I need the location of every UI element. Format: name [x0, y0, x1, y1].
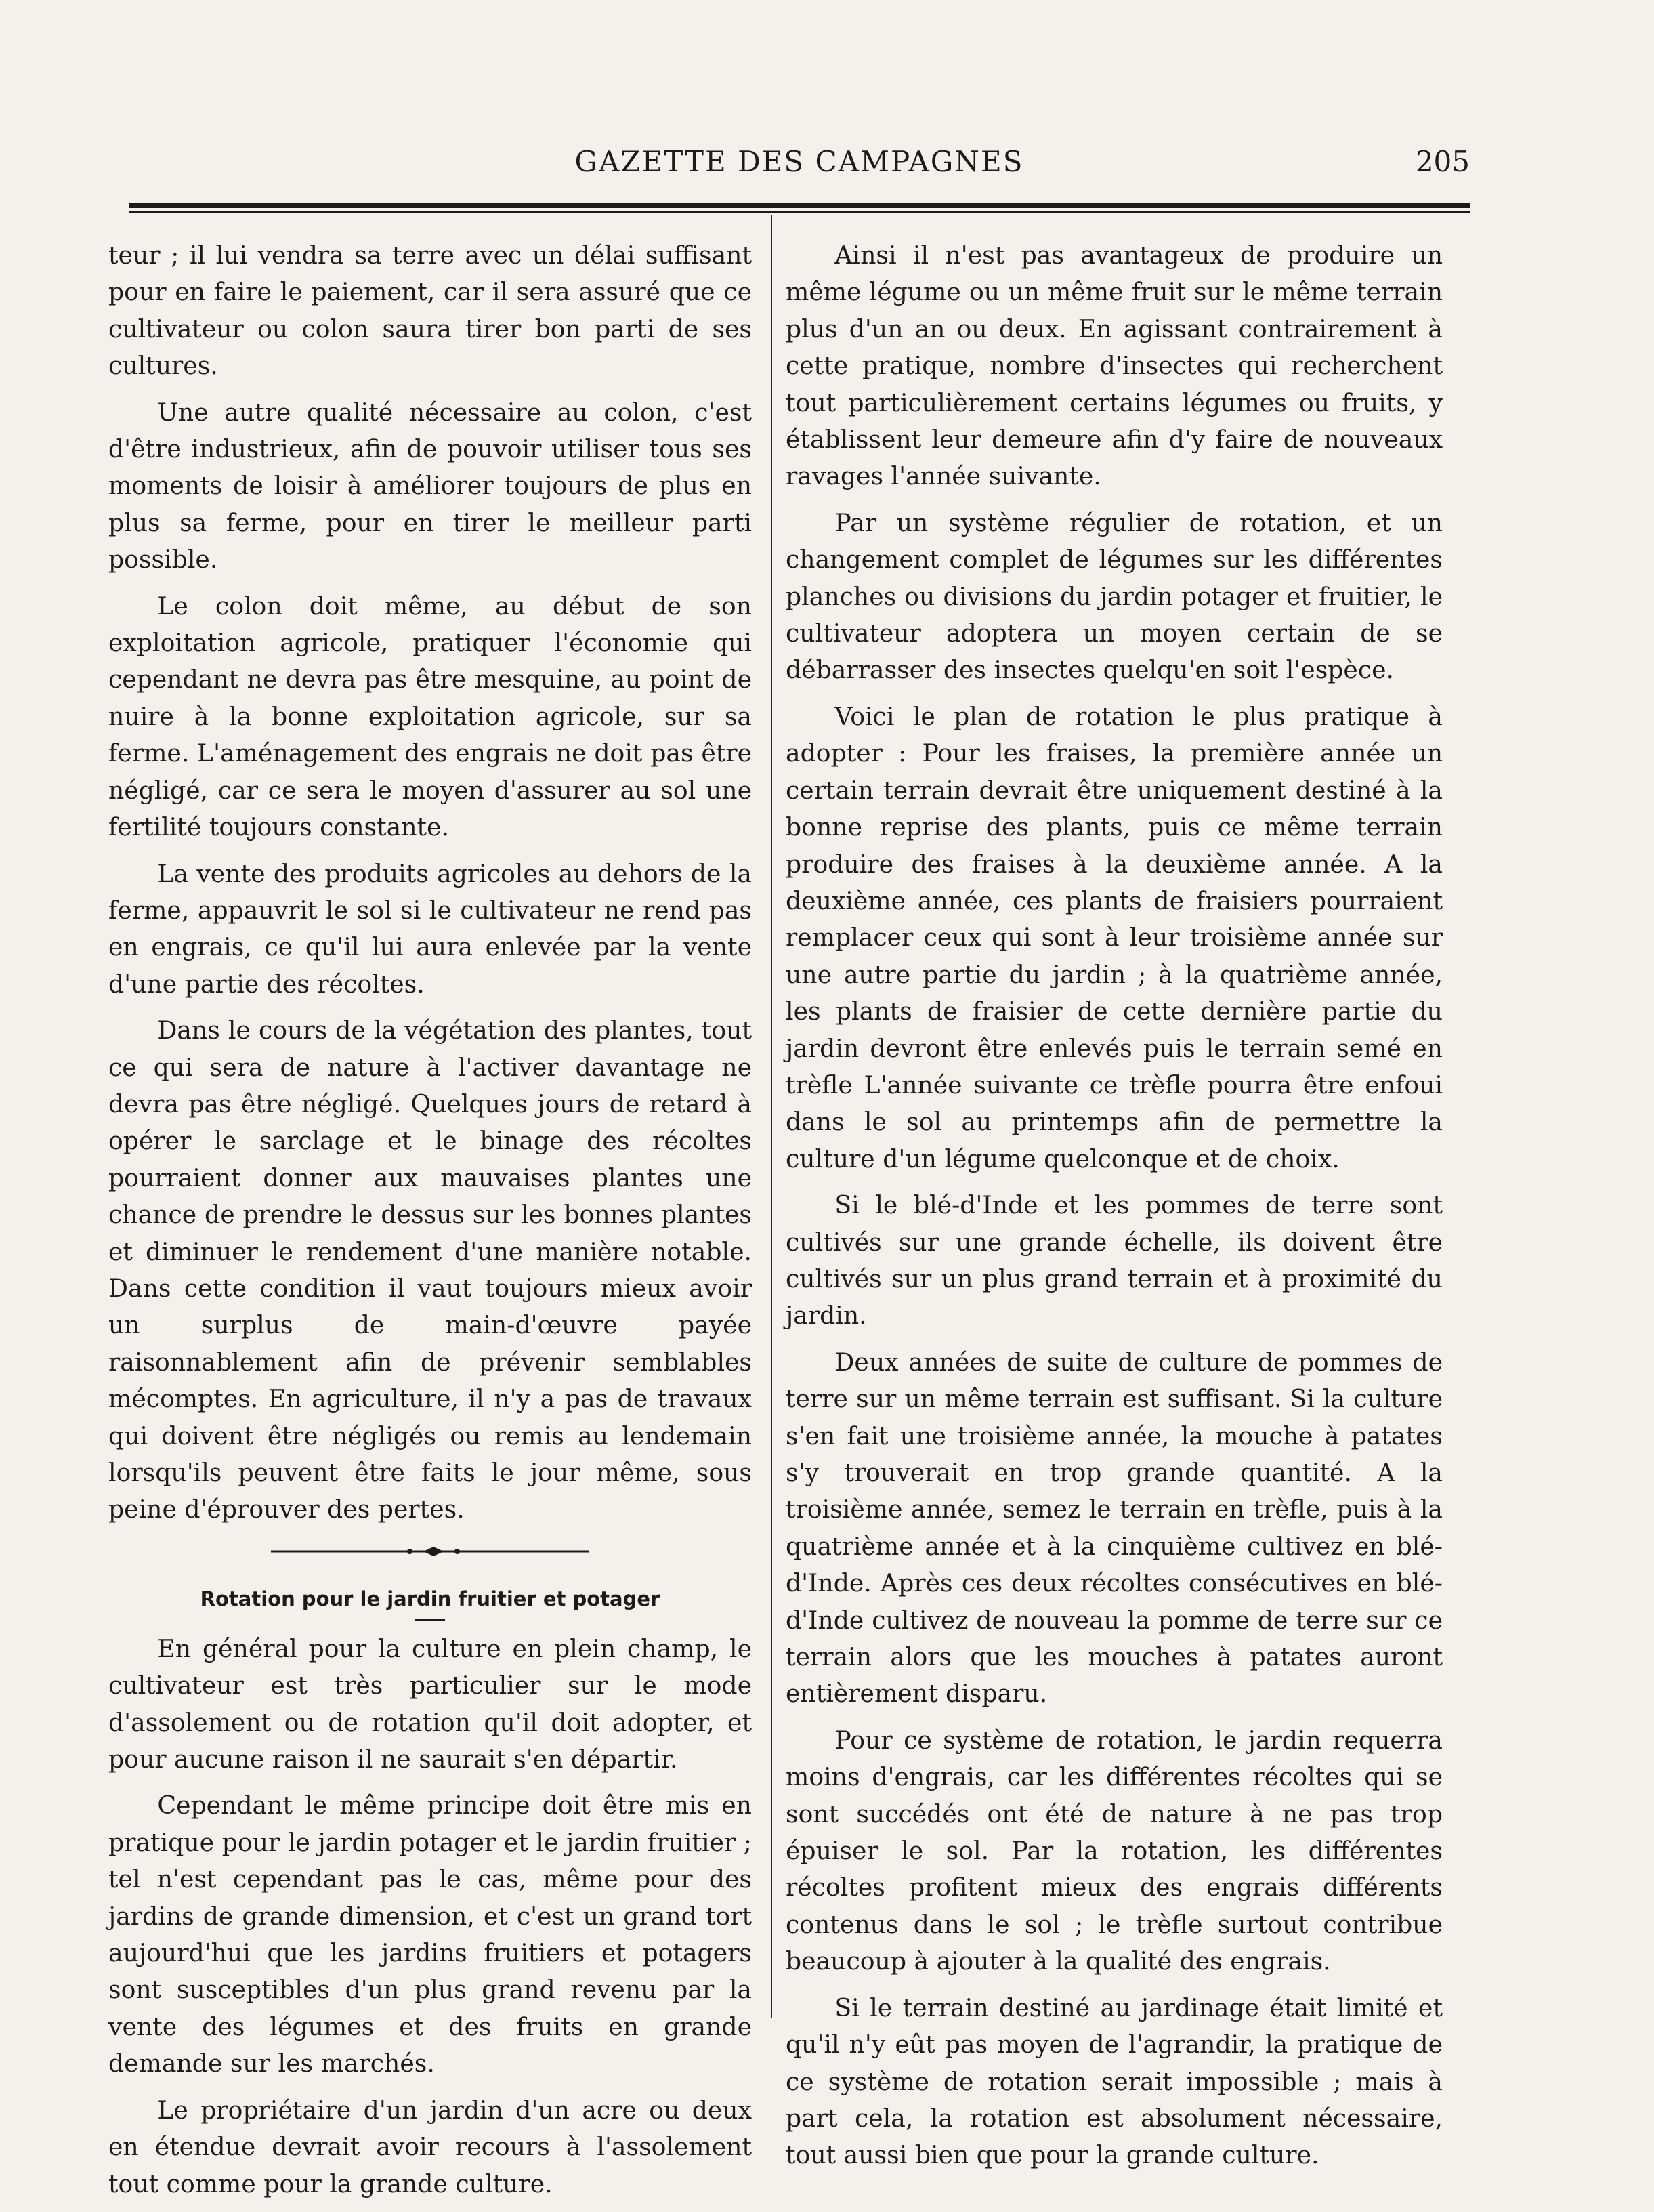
- paragraph: teur ; il lui vendra sa terre avec un délai suffisant pour en faire le paiement, car il sera assuré que ce cultivateur ou colon saura tirer bon parti de ses cultures.: [108, 241, 752, 381]
- page-header: [129, 135, 1470, 183]
- paragraph: Voici le plan de rotation le plus pratique à adopter : Pour les fraises, la première année un certain terrain devrait être uniquement destiné à la bonne reprise des plants, puis ce même terrain produire des fraises à la deuxième année. A la deuxième année, ces plants de fraisiers pourraient remplacer ceux qui sont à leur troisième année sur une autre partie du jardin ; à la quatrième année, les plants de fraisier de cette dernière partie du jardin devront être enlevés puis le terrain semé en trèfle L'année suivante ce trèfle pourra être enfoui dans le sol au printemps afin de permettre la culture d'un légume quelconque et de choix.: [786, 701, 1443, 1173]
- header-rule-thick: [129, 203, 1470, 208]
- left-column: [108, 237, 752, 2212]
- right-column: [786, 237, 1443, 2184]
- paragraph: Une autre qualité nécessaire au colon, c'est d'être industrieux, afin de pouvoir utiliser tous ses moments de loisir à améliorer toujours de plus en plus sa ferme, pour en tirer le meilleur parti possible.: [108, 397, 752, 575]
- page-number: 205: [1415, 145, 1470, 178]
- header-rule-thin: [129, 211, 1470, 213]
- paragraph: Cependant le même principe doit être mis en pratique pour le jardin potager et le jardin fruitier ; tel n'est cependant pas le cas, même pour des jardins de grande dimension, et c'est un grand tort aujourd'hui que les jardins fruitiers et potagers sont susceptibles d'un plus grand revenu par la vente des légumes et des fruits en grande demande sur les marchés.: [108, 1791, 752, 2079]
- paragraph: Si le blé-d'Inde et les pommes de terre sont cultivés sur une grande échelle, ils doivent être cultivés sur un plus grand terrain et à proximité du jardin.: [786, 1190, 1443, 1331]
- paragraph: Deux années de suite de culture de pommes de terre sur un même terrain est suffisant. Si la culture s'en fait une troisième année, la mouche à patates s'y trouverait en trop grande quantité. A la troisième année, semez le terrain en trèfle, puis à la quatrième année et à la cinquième cultivez en blé-d'Inde. Après ces deux récoltes consécutives en blé-d'Inde cultivez de nouveau la pomme de terre sur ce terrain alors que les mouches à patates auront entièrement disparu.: [786, 1347, 1443, 1709]
- section-ornament: [271, 1543, 589, 1560]
- paragraph: Dans le cours de la végétation des plantes, tout ce qui sera de nature à l'activer davantage ne devra pas être négligé. Quelques jours de retard à opérer le sarclage et le binage des récoltes pourraient donner aux mauvaises plantes une chance de prendre le dessus sur les bonnes plantes et diminuer le rendement d'une manière notable. Dans cette condition il vaut toujours mieux avoir un surplus de main-d'œuvre payée raisonnablement afin de prévenir semblables mécomptes. En agriculture, il n'y a pas de travaux qui doivent être négligés ou remis au lendemain lorsqu'ils peuvent être faits le jour même, sous peine d'éprouver des pertes.: [108, 1016, 752, 1524]
- paragraph: Pour ce système de rotation, le jardin requerra moins d'engrais, car les différentes récoltes qui se sont succédés ont été de nature à ne pas trop épuiser le sol. Par la rotation, les différentes récoltes profitent mieux des engrais différents contenus dans le sol ; le trèfle surtout contribue beaucoup à ajouter à la qualité des engrais.: [786, 1725, 1443, 1976]
- title-dash: [415, 1619, 445, 1621]
- column-divider: [771, 215, 772, 2018]
- paragraph: En général pour la culture en plein champ, le cultivateur est très particulier sur le mode d'assolement ou de rotation qu'il doit adopter, et pour aucune raison il ne saurait s'en départir.: [108, 1633, 752, 1774]
- paragraph: Ainsi il n'est pas avantageux de produire un même légume ou un même fruit sur le même terrain plus d'un an ou deux. En agissant contrairement à cette pratique, nombre d'insectes qui recherchent tout particulièrement certains légumes ou fruits, y établissent leur demeure afin d'y faire de nouveaux ravages l'année suivante.: [786, 241, 1443, 491]
- paragraph: La vente des produits agricoles au dehors de la ferme, appauvrit le sol si le cultivateur ne rend pas en engrais, ce qu'il lui aura enlevée par la vente d'une partie des récoltes.: [108, 858, 752, 999]
- section-title: Rotation pour le jardin fruitier et potager: [200, 1587, 660, 1610]
- paragraph: Si le terrain destiné au jardinage était limité et qu'il n'y eût pas moyen de l'agrandir, la pratique de ce système de rotation serait impossible ; mais à part cela, la rotation est absolument nécessaire, tout aussi bien que pour la grande culture.: [786, 1992, 1443, 2170]
- paragraph: Le propriétaire d'un jardin d'un acre ou deux en étendue devrait avoir recours à l'assolement tout comme pour la grande culture.: [108, 2095, 752, 2198]
- running-title: GAZETTE DES CAMPAGNES: [574, 145, 1024, 178]
- paragraph: Par un système régulier de rotation, et un changement complet de légumes sur les différentes planches ou divisions du jardin potager et fruitier, le cultivateur adoptera un moyen certain de se débarrasser des insectes quelqu'en soit l'espèce.: [786, 507, 1443, 685]
- paragraph: Le colon doit même, au début de son exploitation agricole, pratiquer l'économie qui cependant ne devra pas être mesquine, au point de nuire à la bonne exploitation agricole, sur sa ferme. L'aménagement des engrais ne doit pas être négligé, car ce sera le moyen d'assurer au sol une fertilité toujours constante.: [108, 591, 752, 842]
